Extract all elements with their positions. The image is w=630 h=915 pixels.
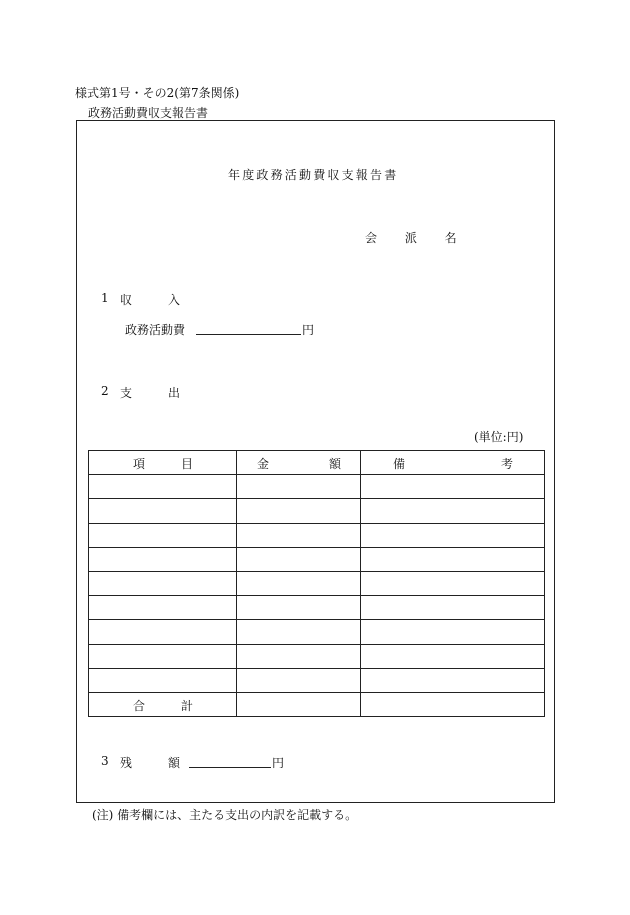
- income-yen-unit: 円: [302, 323, 315, 337]
- section-number: 1: [101, 291, 109, 305]
- amount-cell[interactable]: [237, 644, 361, 668]
- amount-cell[interactable]: [237, 523, 361, 547]
- section-label-part: 収: [120, 293, 133, 307]
- amount-cell[interactable]: [237, 668, 361, 692]
- income-amount-field[interactable]: [196, 334, 301, 335]
- header-text: 金: [257, 457, 270, 471]
- remarks-cell[interactable]: [361, 644, 545, 668]
- income-item-label: 政務活動費: [125, 323, 186, 337]
- table-row: [89, 475, 545, 499]
- section-number: 2: [101, 384, 109, 398]
- table-row: [89, 668, 545, 692]
- table-row: [89, 620, 545, 644]
- remarks-cell[interactable]: [361, 499, 545, 523]
- remarks-cell[interactable]: [361, 596, 545, 620]
- amount-cell[interactable]: [237, 596, 361, 620]
- item-cell[interactable]: [89, 620, 237, 644]
- balance-yen-unit: 円: [272, 756, 285, 770]
- remarks-cell[interactable]: [361, 620, 545, 644]
- total-amount-cell[interactable]: [237, 692, 361, 716]
- footnote: (注) 備考欄には、主たる支出の内訳を記載する。: [92, 808, 358, 822]
- table-row: [89, 547, 545, 571]
- item-cell[interactable]: [89, 571, 237, 595]
- expense-table: [88, 450, 545, 717]
- total-text: 計: [181, 698, 194, 713]
- amount-cell[interactable]: [237, 571, 361, 595]
- table-row: [89, 644, 545, 668]
- amount-cell[interactable]: [237, 499, 361, 523]
- remarks-cell[interactable]: [361, 475, 545, 499]
- header-amount: [237, 451, 361, 475]
- item-cell[interactable]: [89, 596, 237, 620]
- remarks-cell[interactable]: [361, 571, 545, 595]
- form-number: 様式第1号・その2(第7条関係): [75, 86, 240, 100]
- total-row: [89, 692, 545, 716]
- item-cell[interactable]: [89, 644, 237, 668]
- table-header-row: [89, 451, 545, 475]
- amount-cell[interactable]: [237, 620, 361, 644]
- unit-note: (単位:円): [474, 430, 524, 444]
- item-cell[interactable]: [89, 475, 237, 499]
- amount-cell[interactable]: [237, 475, 361, 499]
- party-name-label: 会 派 名: [365, 231, 469, 245]
- header-item: [89, 451, 237, 475]
- item-cell[interactable]: [89, 547, 237, 571]
- form-name: 政務活動費収支報告書: [88, 106, 209, 120]
- total-remarks-cell[interactable]: [361, 692, 545, 716]
- table-row: [89, 571, 545, 595]
- amount-cell[interactable]: [237, 547, 361, 571]
- remarks-cell[interactable]: [361, 668, 545, 692]
- header-text: 目: [181, 457, 194, 471]
- document-title: 年度政務活動費収支報告書: [228, 168, 399, 182]
- balance-amount-field[interactable]: [189, 767, 271, 768]
- section-label-part: 入: [168, 293, 181, 307]
- total-text: 合: [133, 698, 146, 713]
- table-row: [89, 596, 545, 620]
- section-label-part: 額: [168, 756, 181, 770]
- remarks-cell[interactable]: [361, 523, 545, 547]
- section-label-part: 支: [120, 386, 133, 400]
- table-row: [89, 499, 545, 523]
- section-number: 3: [101, 754, 109, 768]
- section-label-part: 出: [168, 386, 181, 400]
- header-text: 考: [501, 457, 514, 471]
- item-cell[interactable]: [89, 499, 237, 523]
- item-cell[interactable]: [89, 523, 237, 547]
- section-label-part: 残: [120, 756, 133, 770]
- remarks-cell[interactable]: [361, 547, 545, 571]
- item-cell[interactable]: [89, 668, 237, 692]
- header-text: 備: [393, 457, 406, 471]
- header-text: 項: [133, 457, 146, 471]
- header-remarks: [361, 451, 545, 475]
- header-text: 額: [329, 457, 342, 471]
- table-row: [89, 523, 545, 547]
- total-label: [89, 692, 237, 716]
